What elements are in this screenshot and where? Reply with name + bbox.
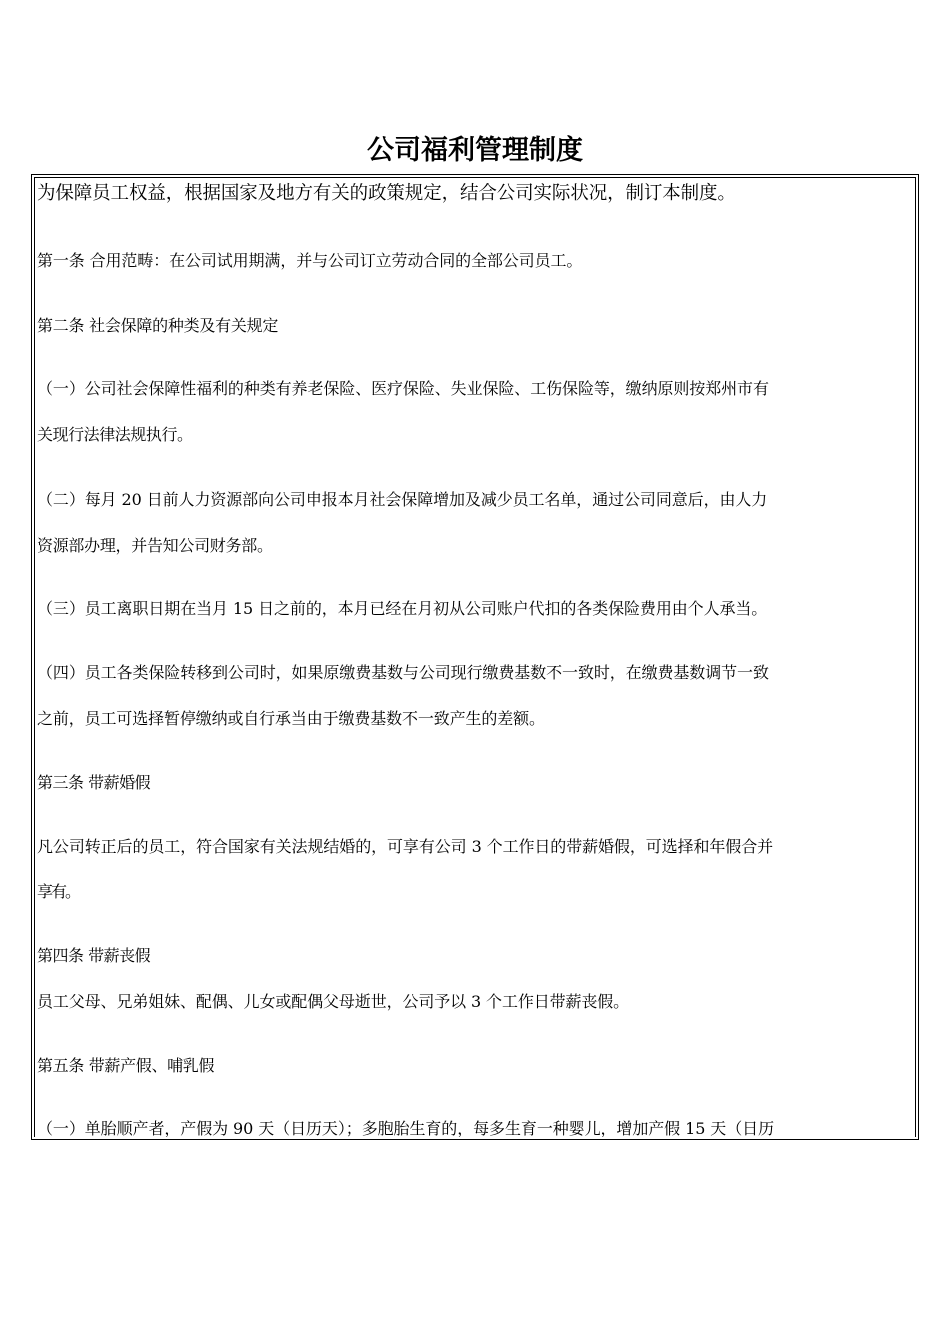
article-5-item-1-line-1: （一）单胎顺产者，产假为 90 天（日历天）；多胞胎生育的，每多生育一种婴儿，增加产假 15 天（日历 bbox=[37, 1119, 774, 1137]
article-2-item-2-line-1: （二）每月 20 日前人力资源部向公司申报本月社会保障增加及减少员工名单，通过公司同意后，由人力 bbox=[37, 490, 768, 509]
article-3-body-line-1: 凡公司转正后的员工，符合国家有关法规结婚的，可享有公司 3 个工作日的带薪婚假，可选择和年假合并 bbox=[37, 837, 774, 856]
article-5-heading: 第五条 带薪产假、哺乳假 bbox=[37, 1056, 215, 1075]
article-3-body-line-2: 享有。 bbox=[37, 882, 80, 901]
article-2-item-4-line-1: （四）员工各类保险转移到公司时，如果原缴费基数与公司现行缴费基数不一致时，在缴费基数调节一致 bbox=[37, 663, 769, 682]
article-2-heading: 第二条 社会保障的种类及有关规定 bbox=[37, 316, 279, 335]
document-title: 公司福利管理制度 bbox=[367, 135, 583, 166]
article-2-item-2-line-2: 资源部办理，并告知公司财务部。 bbox=[37, 536, 273, 555]
article-1-scope: 第一条 合用范畴：在公司试用期满，并与公司订立劳动合同的全部公司员工。 bbox=[37, 251, 583, 270]
content-frame-inner bbox=[34, 177, 916, 1137]
article-3-heading: 第三条 带薪婚假 bbox=[37, 773, 151, 792]
intro-paragraph: 为保障员工权益，根据国家及地方有关的政策规定，结合公司实际状况，制订本制度。 bbox=[37, 183, 736, 204]
article-2-item-3: （三）员工离职日期在当月 15 日之前的，本月已经在月初从公司账户代扣的各类保险费用由个人承当。 bbox=[37, 599, 768, 618]
article-2-item-4-line-2: 之前，员工可选择暂停缴纳或自行承当由于缴费基数不一致产生的差额。 bbox=[37, 709, 545, 728]
content-frame bbox=[31, 174, 919, 1140]
article-2-item-1-line-1: （一）公司社会保障性福利的种类有养老保险、医疗保险、失业保险、工伤保险等，缴纳原则按郑州市有 bbox=[37, 379, 769, 398]
article-4-body: 员工父母、兄弟姐妹、配偶、儿女或配偶父母逝世，公司予以 3 个工作日带薪丧假。 bbox=[37, 992, 630, 1011]
article-4-heading: 第四条 带薪丧假 bbox=[37, 946, 151, 965]
article-2-item-1-line-2: 关现行法律法规执行。 bbox=[37, 425, 193, 444]
